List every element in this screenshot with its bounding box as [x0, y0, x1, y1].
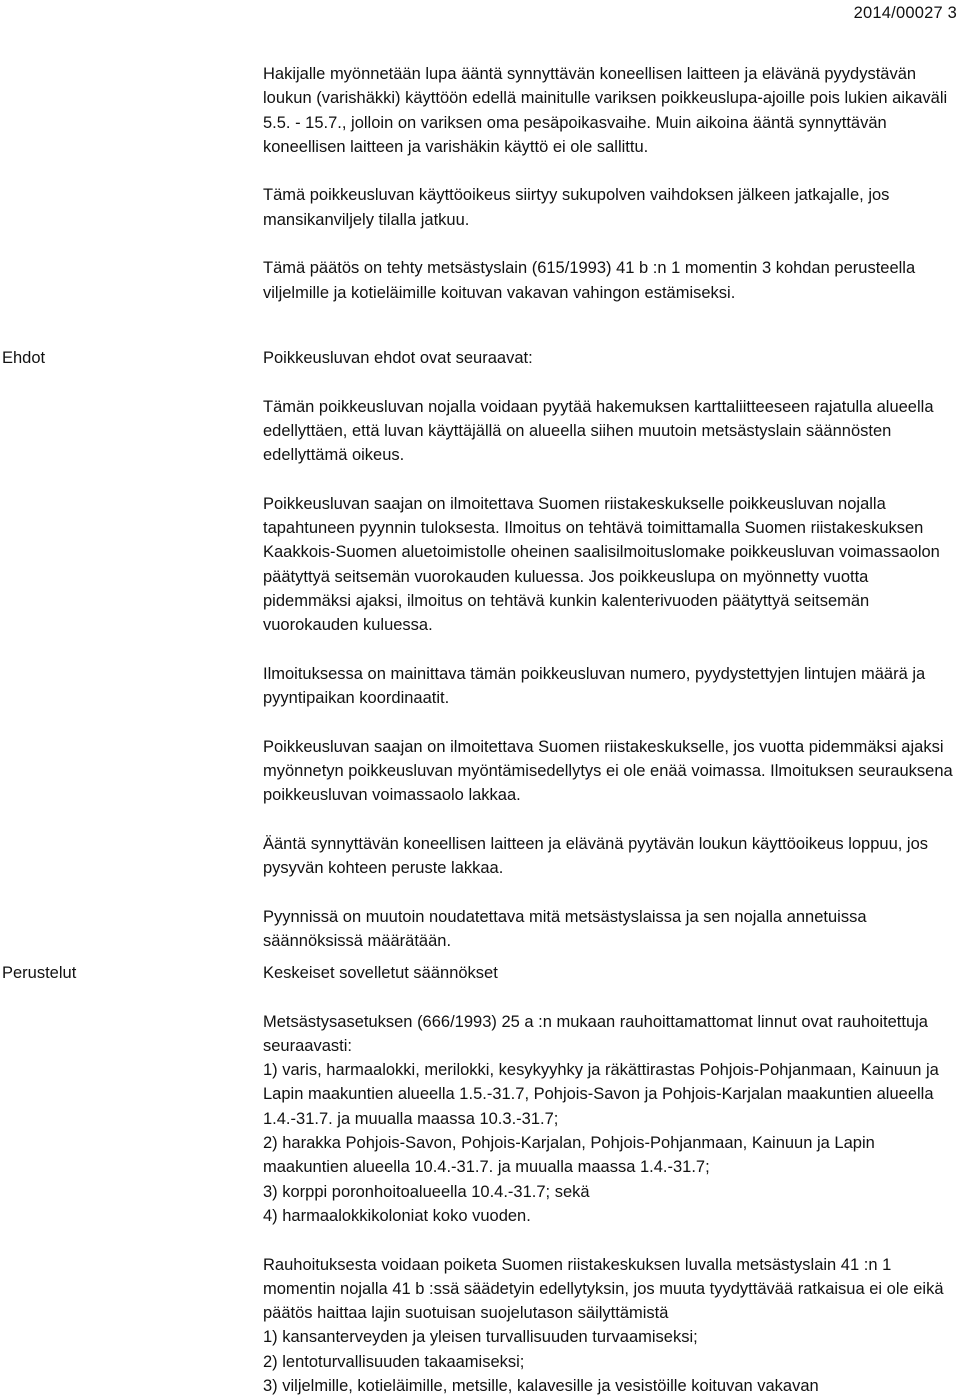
list-item: 2) harakka Pohjois-Savon, Pohjois-Karjalan, Pohjois-Pohjanmaan, Kainuun ja Lapin maakuntien alueella 10.4.-31.7. ja muualla maassa 1.4.-31.7; [263, 1134, 875, 1177]
ehdot-section [263, 346, 953, 953]
ehdot-paragraph-4: Ilmoituksessa on mainittava tämän poikkeusluvan numero, pyydystettyjen lintujen määrä ja pyyntipaikan koordinaatit. [263, 664, 926, 708]
intro-section [263, 62, 953, 305]
list-item: 1) varis, harmaalokki, merilokki, kesykyyhky ja räkättirastas Pohjois-Pohjanmaan, Kainuun ja Lapin maakuntien alueella 1.5.-31.7, Pohjois-Savon ja Pohjois-Karjalan maakuntien alueella 1.4.-31.7. ja muualla maassa 10.3.-31.7; [263, 1061, 939, 1128]
section-label-ehdot: Ehdot [2, 349, 46, 367]
perustelut-paragraph-2: Rauhoituksesta voidaan poiketa Suomen riistakeskuksen luvalla metsästyslain 41 :n 1 momentin nojalla 41 b :ssä säädetyin edellytyksin, jos muuta tyydyttävää ratkaisua ei ole eikä päätös haittaa lajin suotuisan suojelutason säilyttämistä [263, 1255, 944, 1323]
perustelut-section [263, 961, 953, 1398]
ehdot-paragraph-5: Poikkeusluvan saajan on ilmoitettava Suomen riistakeskukselle, jos vuotta pidemmäksi ajaksi myönnetyn poikkeusluvan myöntämisedellytys ei ole enää voimassa. Ilmoituksen seurauksena poikkeusluvan voimassaolo lakkaa. [263, 737, 953, 805]
intro-paragraph-1: Hakijalle myönnetään lupa ääntä synnyttävän koneellisen laitteen ja elävänä pyydystävän loukun (varishäkki) käyttöön edellä mainitulle variksen poikkeuslupa-ajoille pois lukien aikaväli 5.5. - 15.7., jolloin on variksen oma pesäpoikasvaihe. Muin aikoina ääntä synnyttävän koneellisen laitteen ja varishäkin käyttö ei ole sallittu. [263, 65, 948, 156]
perustelut-heading: Keskeiset sovelletut säännökset [263, 964, 498, 982]
section-label-perustelut: Perustelut [2, 964, 77, 982]
ehdot-paragraph-2: Tämän poikkeusluvan nojalla voidaan pyytää hakemuksen karttaliitteeseen rajatulla alueella edellyttäen, että luvan käyttäjällä on alueella siihen muutoin metsästyslain säännösten edellyttämä oikeus. [263, 397, 934, 465]
list-item: 3) viljelmille, kotieläimille, metsille, kalavesille ja vesistöille koituvan vakavan [263, 1377, 819, 1396]
intro-paragraph-3: Tämä päätös on tehty metsästyslain (615/1993) 41 b :n 1 momentin 3 kohdan perusteella viljelmille ja kotieläimille koituvan vakavan vahingon estämiseksi. [263, 259, 916, 302]
document-reference-number: 2014/00027 3 [853, 4, 957, 22]
ehdot-paragraph-1: Poikkeusluvan ehdot ovat seuraavat: [263, 349, 533, 367]
list-item: 3) korppi poronhoitoalueella 10.4.-31.7; sekä [263, 1182, 590, 1201]
ehdot-paragraph-7: Pyynnissä on muutoin noudatettava mitä metsästyslaissa ja sen nojalla annetuissa säännöksissä määrätään. [263, 907, 867, 951]
list-item: 4) harmaalokkikoloniat koko vuoden. [263, 1206, 531, 1225]
intro-paragraph-2: Tämä poikkeusluvan käyttöoikeus siirtyy sukupolven vaihdoksen jälkeen jatkajalle, jos mansikanviljely tilalla jatkuu. [263, 186, 890, 229]
list-item: 2) lentoturvallisuuden takaamiseksi; [263, 1352, 525, 1371]
ehdot-paragraph-3: Poikkeusluvan saajan on ilmoitettava Suomen riistakeskukselle poikkeusluvan nojalla tapahtuneen pyynnin tuloksesta. Ilmoitus on tehtävä toimittamalla Suomen riistakeskuksen Kaakkois-Suomen aluetoimistolle oheinen saalisilmoituslomake poikkeusluvan voimassaolon päätyttyä seitsemän vuorokauden kuluessa. Jos poikkeuslupa on myönnetty vuotta pidemmäksi ajaksi, ilmoitus on tehtävä kunkin kalenterivuoden päätyttyä seitsemän vuorokauden kuluessa. [263, 494, 940, 635]
list-item: 1) kansanterveyden ja yleisen turvallisuuden turvaamiseksi; [263, 1328, 698, 1347]
perustelut-paragraph-1: Metsästysasetuksen (666/1993) 25 a :n mukaan rauhoittamattomat linnut ovat rauhoitettuja seuraavasti: [263, 1012, 928, 1055]
ehdot-paragraph-6: Ääntä synnyttävän koneellisen laitteen ja elävänä pyytävän loukun käyttöoikeus loppuu, jos pysyvän kohteen peruste lakkaa. [263, 834, 929, 878]
